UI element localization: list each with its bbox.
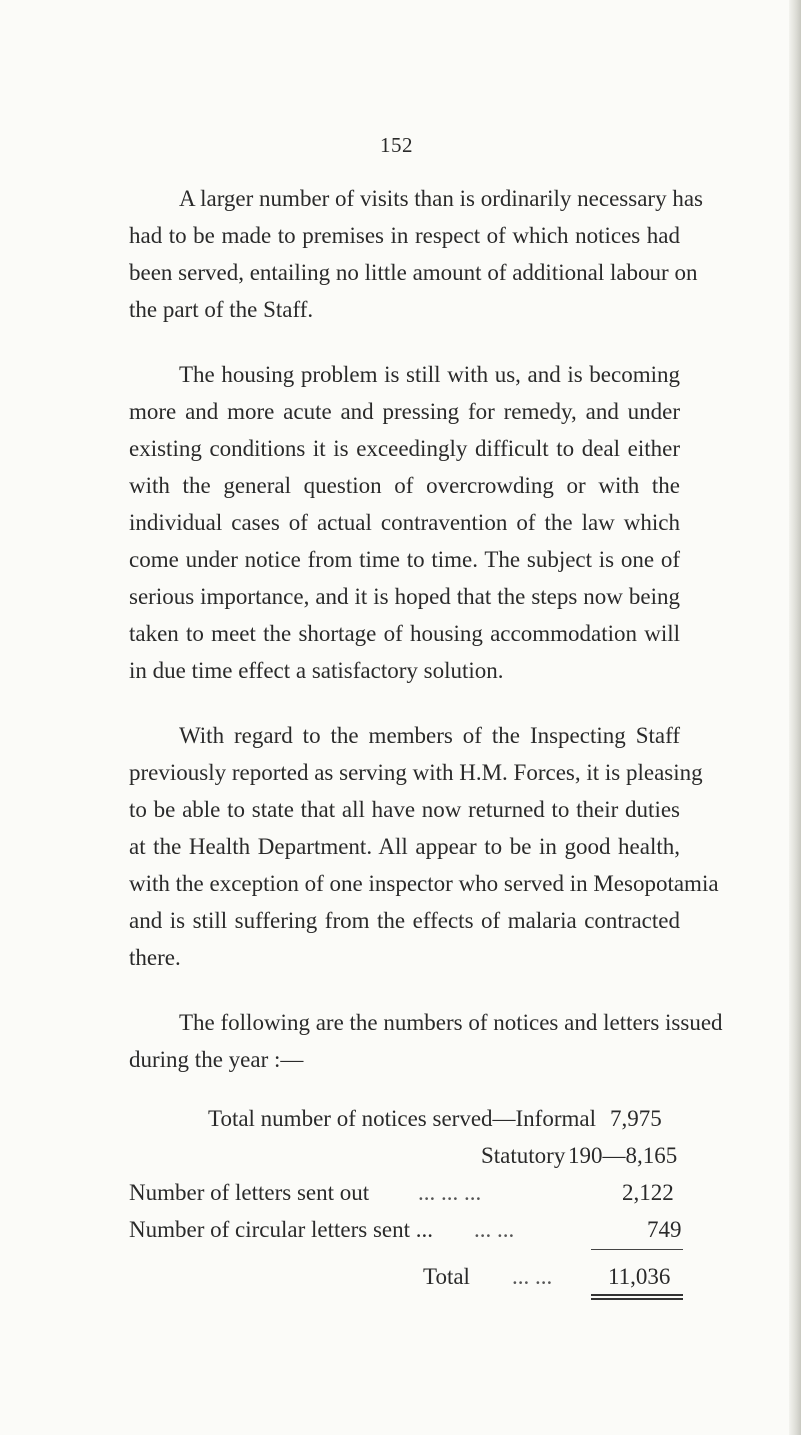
summary-total-label: Total	[423, 1264, 470, 1289]
paragraph-line: serious importance, and it is hoped that the steps now being	[129, 584, 680, 609]
summary-row-dots: ... ...	[474, 1217, 515, 1242]
page-edge-shadow	[789, 0, 801, 1435]
paragraph-line: had to be made to premises in respect of which notices had	[129, 223, 680, 248]
summary-total-value: 11,036	[608, 1264, 671, 1289]
paragraph-line: With regard to the members of the Inspecting Staff	[179, 723, 680, 748]
paragraph-line: with the exception of one inspector who served in Mesopotamia	[129, 871, 719, 896]
paragraph-line: at the Health Department. All appear to be in good health,	[129, 834, 680, 859]
paragraph-line: in due time effect a satisfactory solution.	[129, 658, 504, 683]
paragraph-line: The following are the numbers of notices and letters issued	[179, 1010, 723, 1035]
summary-row-dots: ... ... ...	[418, 1180, 482, 1205]
summary-row-value: 2,122	[622, 1180, 674, 1205]
page-number: 152	[380, 133, 413, 157]
paragraph-line: to be able to state that all have now returned to their duties	[129, 797, 680, 822]
summary-row-label: Number of circular letters sent ...	[129, 1217, 433, 1242]
summary-row-label: Number of letters sent out	[129, 1180, 370, 1205]
paragraph-line: previously reported as serving with H.M. Forces, it is pleasing	[129, 760, 703, 785]
paragraph-line: A larger number of visits than is ordinarily necessary has	[179, 186, 703, 211]
paragraph-line: the part of the Staff.	[129, 297, 314, 322]
paragraph-line: more and more acute and pressing for remedy, and under	[129, 399, 680, 424]
paragraph-line: with the general question of overcrowding or with the	[129, 473, 680, 498]
paragraph-line: there.	[129, 945, 181, 970]
paragraph-line: taken to meet the shortage of housing accommodation will	[129, 621, 680, 646]
summary-row-dots: ... ...	[512, 1264, 553, 1289]
summary-row-value: 7,975	[610, 1106, 662, 1131]
total-double-rule-bottom	[591, 1298, 683, 1300]
summary-row-label: Total number of notices served—Informal	[208, 1106, 596, 1131]
paragraph-line: during the year :—	[129, 1047, 304, 1072]
summary-row-label: Statutory	[481, 1143, 566, 1168]
subtotal-rule	[591, 1249, 683, 1250]
summary-row-value: 190—8,165	[568, 1143, 678, 1168]
paragraph-line: come under notice from time to time. The subject is one of	[129, 547, 680, 572]
paragraph-line: individual cases of actual contravention of the law which	[129, 510, 680, 535]
paragraph-line: and is still suffering from the effects of malaria contracted	[129, 908, 680, 933]
paragraph-line: The housing problem is still with us, and is becoming	[179, 362, 680, 387]
summary-row-value: 749	[647, 1217, 682, 1242]
paragraph-line: existing conditions it is exceedingly difficult to deal either	[129, 436, 680, 461]
total-double-rule-top	[591, 1294, 683, 1296]
paragraph-line: been served, entailing no little amount of additional labour on	[129, 260, 698, 285]
